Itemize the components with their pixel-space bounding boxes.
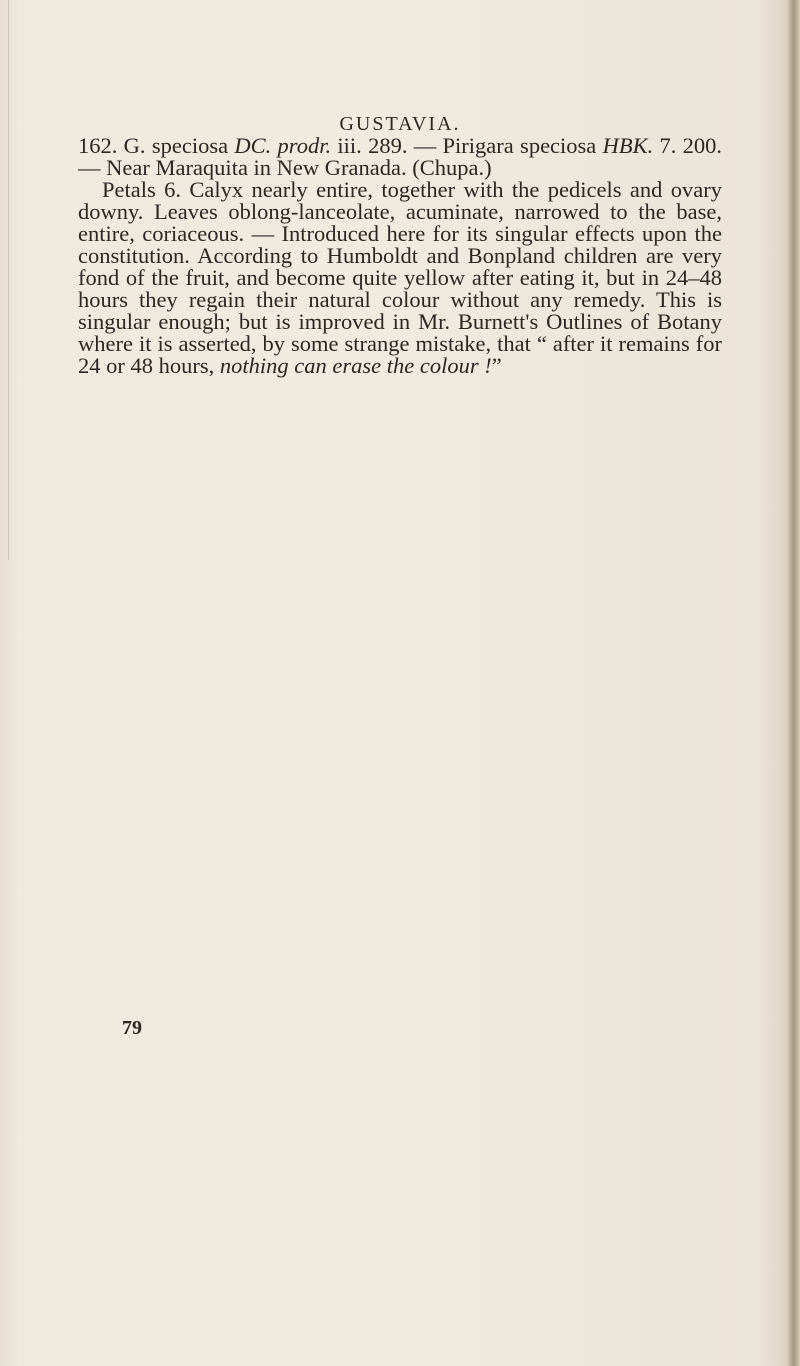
synonym-ref-author: HBK. <box>602 133 654 158</box>
description-emphasis: nothing can erase the colour ! <box>219 353 492 378</box>
signature-mark: 79 <box>122 1017 142 1039</box>
entry-citation: iii. 289. — <box>337 133 437 158</box>
species-description <box>78 179 722 377</box>
description-text: Petals 6. Calyx nearly entire, together with the pedicels and ovary downy. Leaves oblong-lanceolate, acuminate, narrowed to the base, entire, coriaceous. — Introduced here for its singular effects upon the constitution. According to Humboldt and Bonpland children are very fond of the fruit, and become quite yellow after eating it, but in 24–48 hours they regain their natural colour without any remedy. This is singular enough; but is improved in Mr. Burnett's Outlines of Botany where it is asserted, by some strange mistake, that “ after it remains for 24 or 48 hours, <box>78 177 722 378</box>
species-entry <box>78 135 722 377</box>
entry-number: 162. <box>78 133 118 158</box>
entry-heading <box>78 135 722 179</box>
description-close-quote: ” <box>491 353 502 378</box>
page-edge <box>788 0 800 1366</box>
entry-name: G. speciosa <box>123 133 229 158</box>
entry-author: DC. <box>234 133 272 158</box>
synonym-ref-detail: 7. 200. — Near Maraquita in New Granada. (Chupa.) <box>78 133 723 180</box>
synonym-name: Pirigara speciosa <box>442 133 597 158</box>
running-head: GUSTAVIA. <box>339 113 461 135</box>
gutter-line <box>8 0 9 560</box>
entry-work: prodr. <box>277 133 332 158</box>
